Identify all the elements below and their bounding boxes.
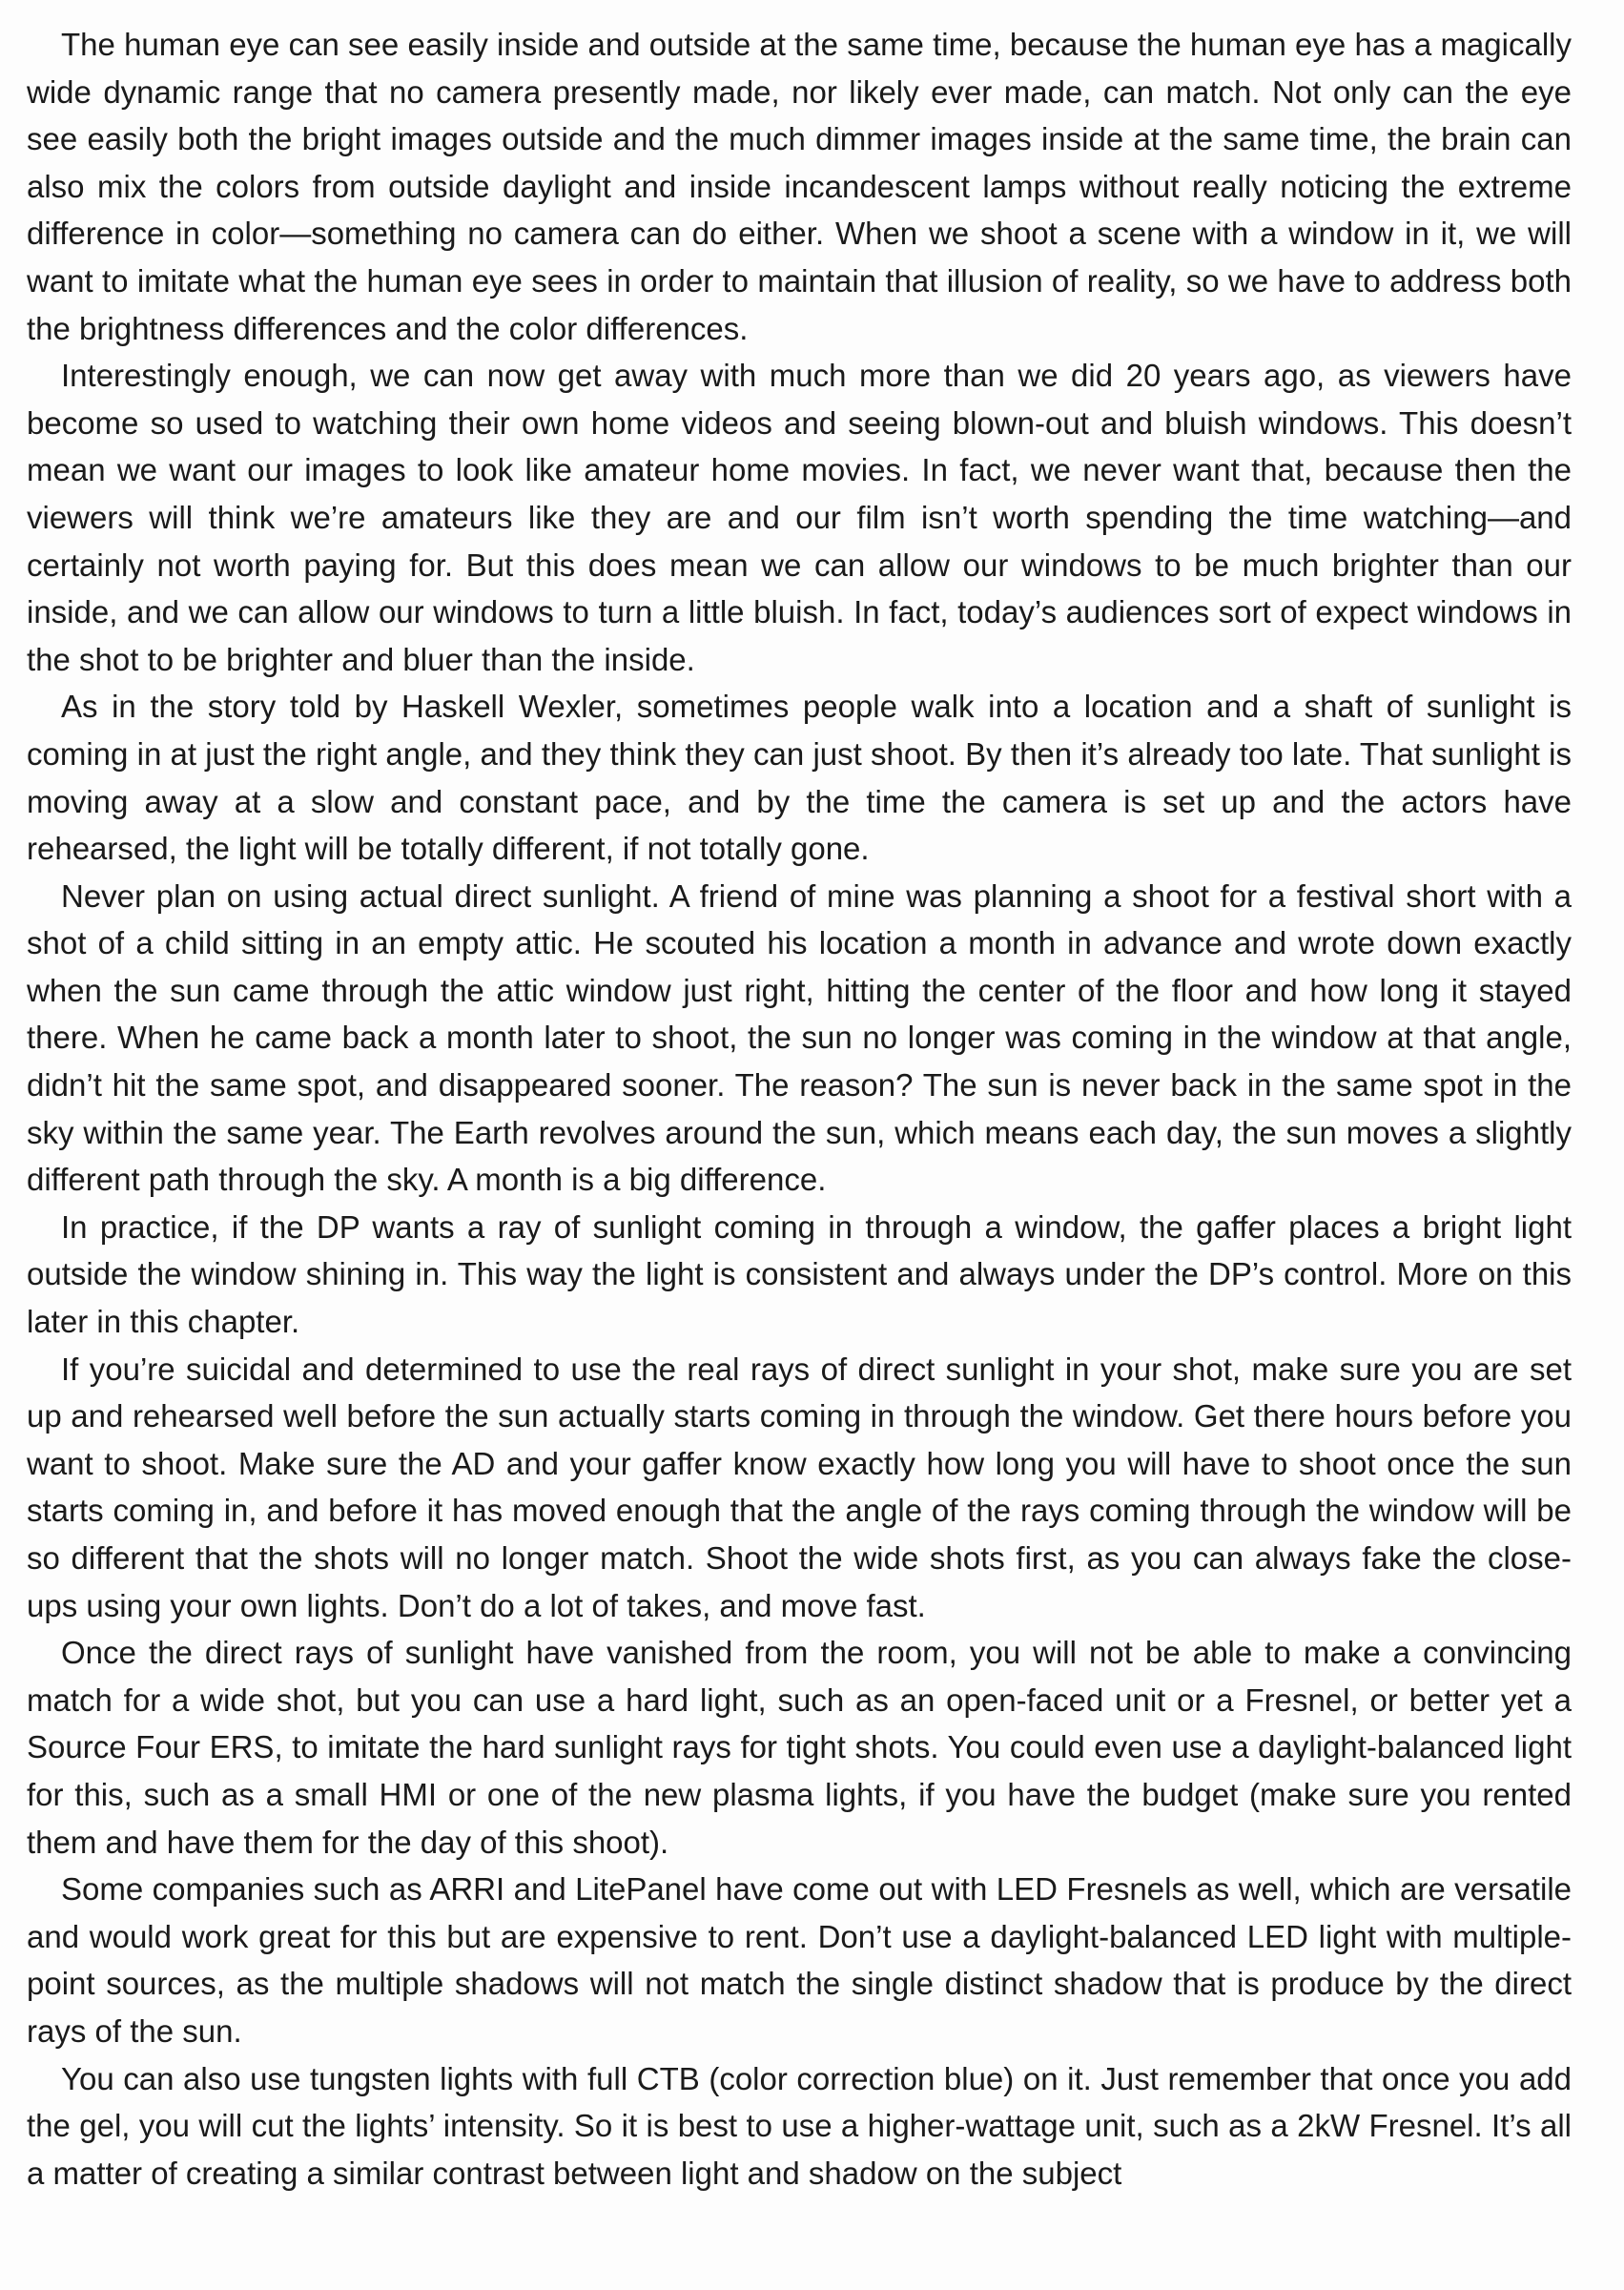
paragraph-led-fresnels: Some companies such as ARRI and LitePanel have come out with LED Fresnels as well, which are versatile and would work great for this but are expensive to rent. Don’t use a daylight-balanced LED light with multiple-point sources, as the multiple shadows will not match the single distinct shadow that is produce by the direct rays of the sun. (27, 1871, 1572, 2049)
paragraph-dynamic-range: The human eye can see easily inside and outside at the same time, because the human eye has a magically wide dynamic range that no camera presently made, nor likely ever made, can match. Not only can the eye see easily both the bright images outside and the much dimmer images inside at the same time, the brain can also mix the colors from outside daylight and inside incandescent lamps without really noticing the extreme difference in color—something no camera can do either. When we shoot a scene with a window in it, we will want to imitate what the human eye sees in order to maintain that illusion of reality, so we have to address both the brightness differences and the color differences. (27, 27, 1572, 346)
paragraph-haskell-wexler: As in the story told by Haskell Wexler, sometimes people walk into a location and a shaft of sunlight is coming in at just the right angle, and they think they can just shoot. By then it’s already too late. That sunlight is moving away at a slow and constant pace, and by the time the camera is set up and the actors have rehearsed, the light will be totally different, if not totally gone. (27, 689, 1572, 867)
body-text (27, 21, 1572, 2197)
paragraph-hard-light: Once the direct rays of sunlight have vanished from the room, you will not be able to make a convincing match for a wide shot, but you can use a hard light, such as an open-faced unit or a Fresnel, or better yet a Source Four ERS, to imitate the hard sunlight rays for tight shots. You could even use a daylight-balanced light for this, such as a small HMI or one of the new plasma lights, if you have the budget (make sure you rented them and have them for the day of this shoot). (27, 1635, 1572, 1860)
paragraph-in-practice: In practice, if the DP wants a ray of sunlight coming in through a window, the gaffer places a bright light outside the window shining in. This way the light is consistent and always under the DP’s control. More on this later in this chapter. (27, 1208, 1572, 1340)
paragraph-viewer-expectations: Interestingly enough, we can now get away with much more than we did 20 years ago, as viewers have become so used to watching their own home videos and seeing blown-out and bluish windows. This doesn’t mean we want our images to look like amateur home movies. In fact, we never want that, because then the viewers will think we’re amateurs like they are and our film isn’t worth spending the time watching—and certainly not worth paying for. But this does mean we can allow our windows to be much brighter than our inside, and we can allow our windows to turn a little bluish. In fact, today’s audiences sort of expect windows in the shot to be brighter and bluer than the inside. (27, 358, 1572, 677)
paragraph-real-rays: If you’re suicidal and determined to use the real rays of direct sunlight in your shot, make sure you are set up and rehearsed well before the sun actually starts coming in through the window. Get there hours before you want to shoot. Make sure the AD and your gaffer know exactly how long you will have to shoot once the sun starts coming in, and before it has moved enough that the angle of the rays coming through the window will be so different that the shots will no longer match. Shoot the wide shots first, as you can always fake the close-ups using your own lights. Don’t do a lot of takes, and move fast. (27, 1351, 1572, 1623)
paragraph-tungsten-ctb: You can also use tungsten lights with full CTB (color correction blue) on it. Just remember that once you add the gel, you will cut the lights’ intensity. So it is best to use a higher-wattage unit, such as a 2kW Fresnel. It’s all a matter of creating a similar contrast between light and shadow on the subject (27, 2060, 1572, 2191)
paragraph-never-plan-sunlight: Never plan on using actual direct sunlight. A friend of mine was planning a shoot for a festival short with a shot of a child sitting in an empty attic. He scouted his location a month in advance and wrote down exactly when the sun came through the attic window just right, hitting the center of the floor and how long it stayed there. When he came back a month later to shoot, the sun no longer was coming in the window at that angle, didn’t hit the same spot, and disappeared sooner. The reason? The sun is never back in the same spot in the sky within the same year. The Earth revolves around the sun, which means each day, the sun moves a slightly different path through the sky. A month is a big difference. (27, 877, 1572, 1198)
